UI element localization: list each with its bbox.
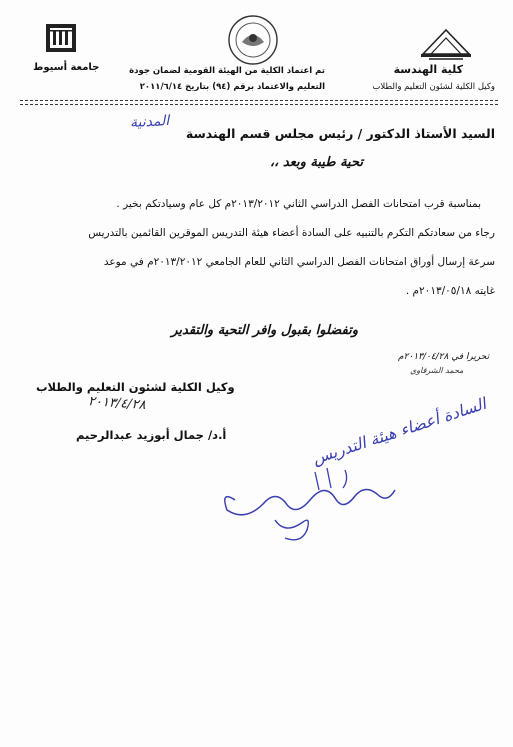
faculty-vice-dean: وكيل الكلية لشئون التعليم والطلاب <box>372 82 495 92</box>
signature-handwritten-ref: ٢٠١٣/٤/٢٨ <box>87 394 147 413</box>
university-logo <box>44 22 78 54</box>
annotation-handwritten: السادة أعضاء هيئة التدريس <box>310 393 489 469</box>
accreditation-line-1: تم اعتماد الكلية من الهيئة القومية لضمان جودة <box>129 66 325 76</box>
header-divider-2 <box>20 104 498 105</box>
accreditation-line-2: التعليم والاعتماد برقم (٩٤) بتاريخ ٢٠١١/٦/١٤ <box>139 82 325 92</box>
dated-note: تحريرا في ٢٠١٣/٠٤/٢٨م <box>398 352 490 362</box>
signature-title: وكيل الكلية لشئون التعليم والطلاب <box>36 380 235 394</box>
university-logo-icon <box>44 22 78 54</box>
closing-line: وتفضلوا بقبول وافر التحية والتقدير <box>171 323 358 338</box>
dated-signature: محمد الشرقاوي <box>410 366 464 375</box>
faculty-logo <box>415 24 477 62</box>
recipient-handwritten: المدنية <box>129 112 170 132</box>
signature-name: أ.د/ جمال أبوزيد عبدالرحيم <box>76 428 227 442</box>
recipient-line: السيد الأستاذ الدكتور / رئيس مجلس قسم الهندسة <box>185 126 495 141</box>
paragraph-1: بمناسبة قرب امتحانات الفصل الدراسي الثاني ٢٠١٣/٢٠١٢م كل عام وسيادتكم بخير . <box>116 198 481 210</box>
accreditation-seal <box>224 14 282 66</box>
university-name: جامعة أسيوط <box>33 62 100 73</box>
header-divider <box>20 100 498 101</box>
faculty-name: كلية الهندسة <box>393 63 463 76</box>
paragraph-2-line-3: غايته ٢٠١٣/٠٥/١٨م . <box>405 285 495 297</box>
faculty-logo-icon <box>415 24 477 62</box>
paragraph-2-line-1: رجاء من سعادتكم التكرم بالتنبيه على السادة أعضاء هيئة التدريس الموقرين القائمين بالتدريس <box>88 227 495 239</box>
pen-scribble-signature-icon <box>215 460 435 550</box>
accreditation-seal-icon <box>224 14 282 66</box>
greeting: تحية طيبة وبعد ،، <box>269 155 363 170</box>
paragraph-2-line-2: سرعة إرسال أوراق امتحانات الفصل الدراسي الثاني للعام الجامعي ٢٠١٣/٢٠١٢م في موعد <box>103 256 495 268</box>
